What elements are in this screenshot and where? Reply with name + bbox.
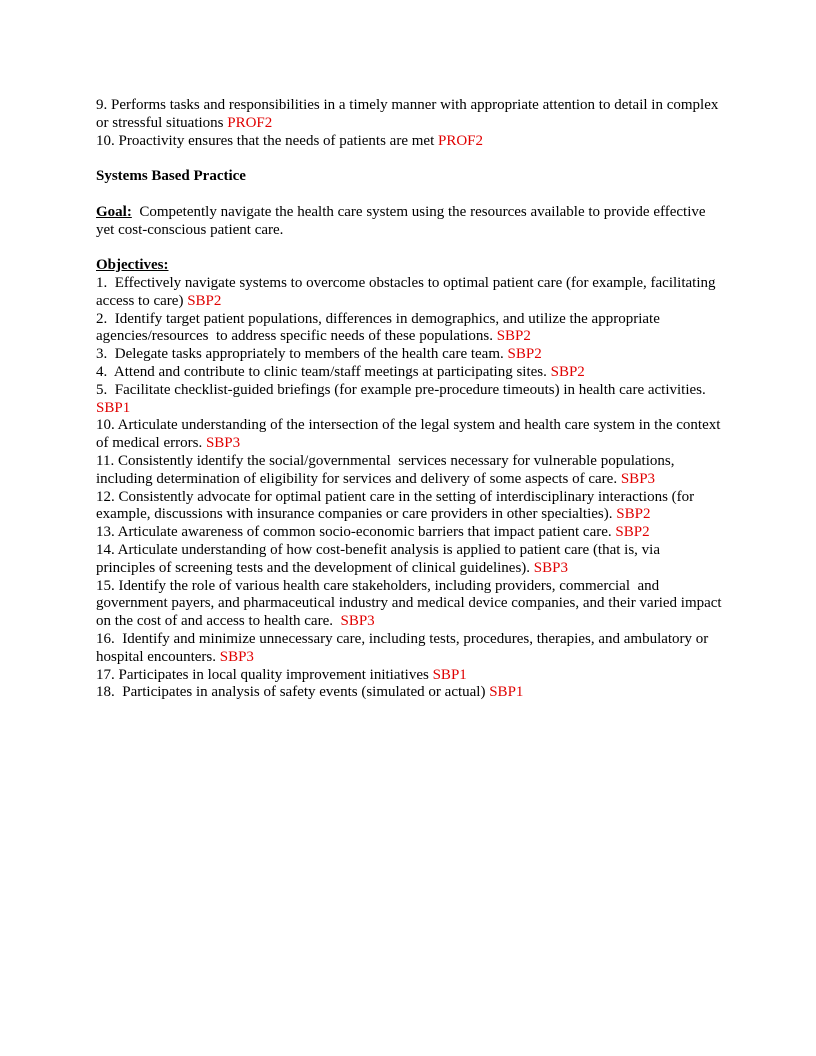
objective-item	[96, 417, 725, 453]
objective-item-text: 16. Identify and minimize unnecessary care, including tests, procedures, therapies, and ambulatory or hospital encounters.	[96, 630, 713, 665]
competency-tag: SBP3	[620, 470, 656, 487]
competency-tag: PROF2	[227, 114, 273, 131]
objective-item-text: 11. Consistently identify the social/governmental services necessary for vulnerable populations, including determination of eligibility for services and delivery of some aspects of care.	[96, 452, 679, 487]
objective-item	[96, 667, 722, 685]
objective-item	[96, 631, 722, 667]
competency-tag: SBP1	[489, 684, 524, 701]
competency-tag: PROF2	[437, 132, 484, 149]
objective-item	[96, 453, 722, 489]
spacer	[96, 150, 722, 168]
objective-item	[96, 684, 722, 702]
competency-tag: SBP2	[187, 292, 222, 309]
competency-tag: SBP2	[616, 506, 651, 523]
objective-item	[96, 542, 722, 578]
objective-item-text: 13. Articulate awareness of common socio-economic barriers that impact patient care.	[96, 524, 616, 541]
competency-tag: SBP3	[205, 435, 241, 452]
competency-tag: SBP2	[550, 363, 585, 380]
intro-item-text: 10. Proactivity ensures that the needs of patients are met	[96, 132, 438, 149]
objective-item	[96, 524, 722, 542]
competency-tag: SBP1	[96, 399, 131, 416]
objective-item	[96, 275, 722, 311]
spacer	[96, 186, 722, 204]
objective-item-text: 10. Articulate understanding of the intersection of the legal system and health care system in the context of medical errors.	[96, 417, 725, 452]
goal-paragraph	[96, 204, 722, 240]
goal-label: Goal:	[96, 203, 132, 220]
intro-item	[96, 133, 722, 151]
objective-item-text: 12. Consistently advocate for optimal patient care in the setting of interdisciplinary interactions (for example, discussions with insurance companies or care providers in other specialties).	[96, 488, 698, 523]
objective-item-text: 2. Identify target patient populations, differences in demographics, and utilize the appropriate agencies/resources to address specific needs of these populations.	[96, 310, 664, 345]
objective-item	[96, 382, 722, 418]
goal-text: Competently navigate the health care system using the resources available to provide effective yet cost-conscious patient care.	[96, 203, 710, 238]
section-heading: Systems Based Practice	[96, 168, 246, 185]
objective-item-text: 18. Participates in analysis of safety events (simulated or actual)	[96, 684, 490, 701]
objective-item	[96, 311, 722, 347]
competency-tag: SBP3	[219, 648, 254, 665]
objective-item	[96, 364, 722, 382]
competency-tag: SBP2	[496, 328, 531, 345]
objective-item	[96, 346, 722, 364]
objective-item-text: 17. Participates in local quality improvement initiatives	[96, 666, 433, 683]
spacer	[96, 239, 722, 257]
objective-item-text: 3. Delegate tasks appropriately to members of the health care team.	[96, 346, 508, 363]
objective-item-text: 1. Effectively navigate systems to overcome obstacles to optimal patient care (for example, facilitating access to care)	[96, 274, 720, 309]
objective-item-text: 4. Attend and contribute to clinic team/staff meetings at participating sites.	[96, 363, 551, 380]
objectives-list	[96, 274, 726, 702]
objective-item	[96, 577, 726, 631]
document-page	[96, 97, 726, 702]
objective-item-text: 5. Facilitate checklist-guided briefings (for example pre-procedure timeouts) in health care activities.	[96, 381, 710, 398]
objective-item	[96, 489, 722, 525]
intro-list	[96, 97, 722, 150]
objective-item-text: 15. Identify the role of various health care stakeholders, including providers, commercial and government payers, and pharmaceutical industry and medical device companies, and their varied impact on the cost of and access to health care.	[96, 577, 726, 630]
competency-tag: SBP2	[507, 346, 542, 363]
intro-item-text: 9. Performs tasks and responsibilities in a timely manner with appropriate attention to detail in complex or stressful situations	[96, 97, 723, 131]
intro-item	[96, 97, 722, 133]
competency-tag: SBP3	[533, 559, 568, 576]
competency-tag: SBP1	[432, 666, 467, 683]
competency-tag: SBP3	[340, 613, 375, 630]
objective-item-text: 14. Articulate understanding of how cost-benefit analysis is applied to patient care (that is, via principles of screening tests and the development of clinical guidelines).	[96, 541, 664, 576]
competency-tag: SBP2	[615, 524, 650, 541]
objectives-heading: Objectives:	[96, 257, 169, 274]
